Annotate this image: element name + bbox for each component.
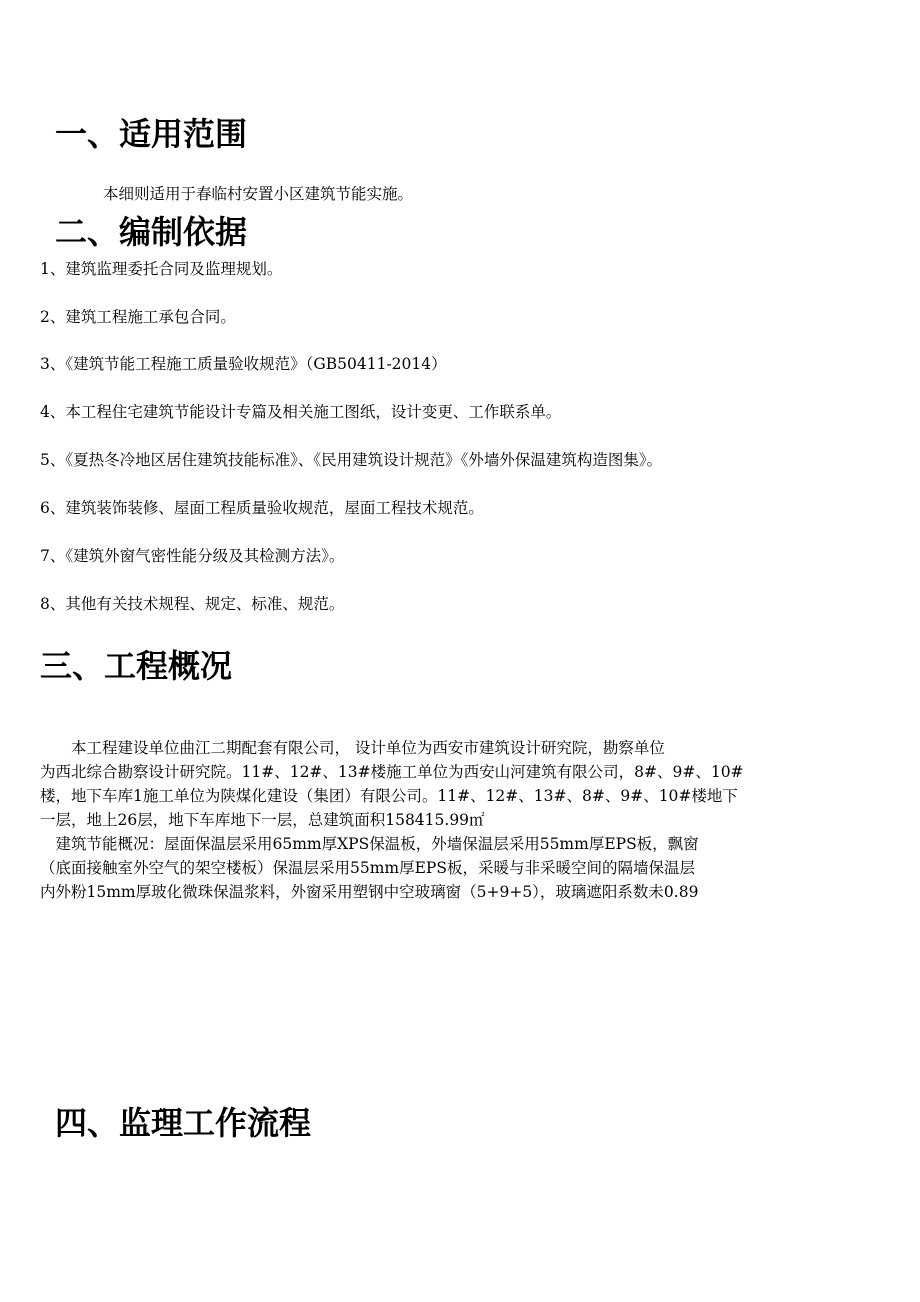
overview-line: 内外粉15mm厚玻化微珠保温浆料，外窗采用塑钢中空玻璃窗（5+9+5），玻璃遮阳系数未0.89	[40, 883, 699, 901]
project-overview-paragraph	[40, 736, 840, 904]
overview-line: 一层，地上26层，地下车库地下一层，总建筑面积158415.99㎡	[40, 811, 485, 829]
section-1-text: 本细则适用于春临村安置小区建筑节能实施。	[103, 185, 414, 203]
section-4-heading: 四、监理工作流程	[55, 1104, 312, 1142]
section-2-heading: 二、编制依据	[55, 213, 248, 251]
overview-line: 建筑节能概况：屋面保温层采用65mm厚XPS保温板，外墙保温层采用55mm厚EPS板，飘窗	[40, 835, 699, 853]
reference-item-7: 7、《建筑外窗气密性能分级及其检测方法》。	[40, 547, 345, 565]
reference-item-3: 3、《建筑节能工程施工质量验收规范》（GB50411-2014）	[40, 355, 447, 373]
reference-item-6: 6、建筑装饰装修、屋面工程质量验收规范，屋面工程技术规范。	[40, 499, 484, 517]
overview-line: 楼，地下车库1施工单位为陕煤化建设（集团）有限公司。11#、12#、13#、8#、9#、10#楼地下	[40, 787, 738, 805]
reference-item-5: 5、《夏热冬冷地区居住建筑技能标准》、《民用建筑设计规范》《外墙外保温建筑构造图集》。	[40, 451, 663, 469]
overview-line: 本工程建设单位曲江二期配套有限公司， 设计单位为西安市建筑设计研究院，勘察单位	[40, 739, 665, 757]
section-1-heading: 一、适用范围	[55, 115, 248, 153]
reference-item-1: 1、建筑监理委托合同及监理规划。	[40, 260, 283, 278]
reference-item-2: 2、建筑工程施工承包合同。	[40, 308, 236, 326]
overview-line: 为西北综合勘察设计研究院。11#、12#、13#楼施工单位为西安山河建筑有限公司，8#、9#、10#	[40, 763, 744, 781]
reference-item-8: 8、其他有关技术规程、规定、标准、规范。	[40, 595, 345, 613]
overview-line: （底面接触室外空气的架空楼板）保温层采用55mm厚EPS板，采暖与非采暖空间的隔墙保温层	[40, 859, 695, 877]
section-3-heading: 三、工程概况	[40, 647, 233, 685]
reference-item-4: 4、本工程住宅建筑节能设计专篇及相关施工图纸，设计变更、工作联系单。	[40, 403, 562, 421]
